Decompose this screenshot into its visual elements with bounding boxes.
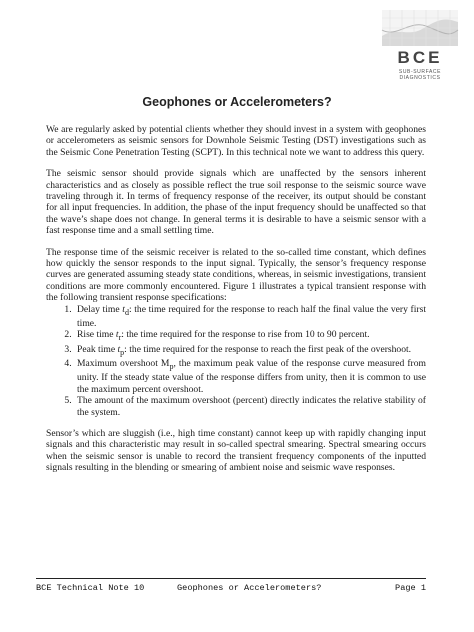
footer-page-number: Page 1 xyxy=(395,583,426,593)
paragraph-intro: We are regularly asked by potential clients whether they should invest in a system with geophones or accelerometers as seismic sensors for Downhole Seismic Testing (DST) investigations such as the Seismic Cone Penetration Testing (SCPT). In this technical note we want to address this query. xyxy=(46,124,426,158)
list-item-rise-time xyxy=(74,329,426,343)
list-item-overshoot-amount xyxy=(74,395,426,418)
symbol: t xyxy=(117,343,121,355)
paragraph-response-time: The response time of the seismic receiver is related to the so-called time constant, which defines how quickly the sensor responds to the input signal. Typically, the sensor’s frequency response curves are generated assuming steady state conditions, whereas, in seismic investigations, transient conditions are more commonly encountered. Figure 1 illustrates a typical transient response with the following transient response specifications: xyxy=(46,246,426,304)
list-item-prefix: Maximum overshoot M xyxy=(77,358,170,370)
page-footer xyxy=(36,583,426,597)
list-item-text: The amount of the maximum overshoot (percent) directly indicates the relative stability of the system. xyxy=(77,395,426,418)
specification-list xyxy=(46,304,426,418)
list-item-delay-time xyxy=(74,304,426,330)
logo-tagline xyxy=(380,69,460,81)
list-item-peak-time xyxy=(74,344,426,358)
company-logo xyxy=(380,8,460,81)
list-item-text: : the time required for the response to rise from 10 to 90 percent. xyxy=(121,329,370,341)
list-item-text: , the maximum peak value of the response curve measured from unity. If the steady state value of the response differs from unity, then it is common to use the maximum percent overshoot. xyxy=(77,358,426,395)
footer-note-number: BCE Technical Note 10 xyxy=(36,583,145,593)
document-body xyxy=(46,124,426,484)
symbol-subscript: p xyxy=(120,347,125,357)
page-title: Geophones or Accelerometers? xyxy=(142,95,332,109)
list-item-text: : the time required for the response to reach half the final value the very first time. xyxy=(77,303,426,329)
symbol: t xyxy=(115,329,119,341)
list-item-text: : the time required for the response to reach the first peak of the overshoot. xyxy=(124,343,412,355)
symbol: t xyxy=(122,303,125,315)
logo-tagline-line-1: SUB-SURFACE xyxy=(398,69,442,75)
symbol-subscript: p xyxy=(169,361,174,371)
list-item-prefix: Peak time xyxy=(77,343,118,355)
list-item-prefix: Delay time xyxy=(77,303,123,315)
paragraph-sensor-requirements: The seismic sensor should provide signals which are unaffected by the sensors inherent characteristics and as closely as possible reflect the true soil response to the seismic source wave traveling through it. In terms of frequency response of the receiver, its output should be constant for all input frequencies. In addition, the phase of the input frequency should be unaffected so that the wave’s shape does not change. In general terms it is desirable to have a seismic sensor with a fast response time and a small settling time. xyxy=(46,168,426,237)
list-item-maximum-overshoot xyxy=(74,358,426,395)
list-item-prefix: Rise time xyxy=(77,329,116,341)
logo-wordmark: BCE xyxy=(397,48,443,67)
footer-divider xyxy=(36,578,426,579)
symbol-subscript: r xyxy=(118,333,122,343)
symbol-subscript: d xyxy=(124,307,129,317)
footer-title: Geophones or Accelerometers? xyxy=(177,583,322,593)
paragraph-spectral-smearing: Sensor’s which are sluggish (i.e., high time constant) cannot keep up with rapidly changing input signals and this characteristic may result in so-called spectral smearing. Spectral smearing occurs when the seismic sensor is unable to record the transient frequency components of the inputted signals resulting in the blending or smearing of ambient noise and seismic wave responses. xyxy=(46,427,426,474)
logo-tagline-line-2: DIAGNOSTICS xyxy=(399,75,441,81)
